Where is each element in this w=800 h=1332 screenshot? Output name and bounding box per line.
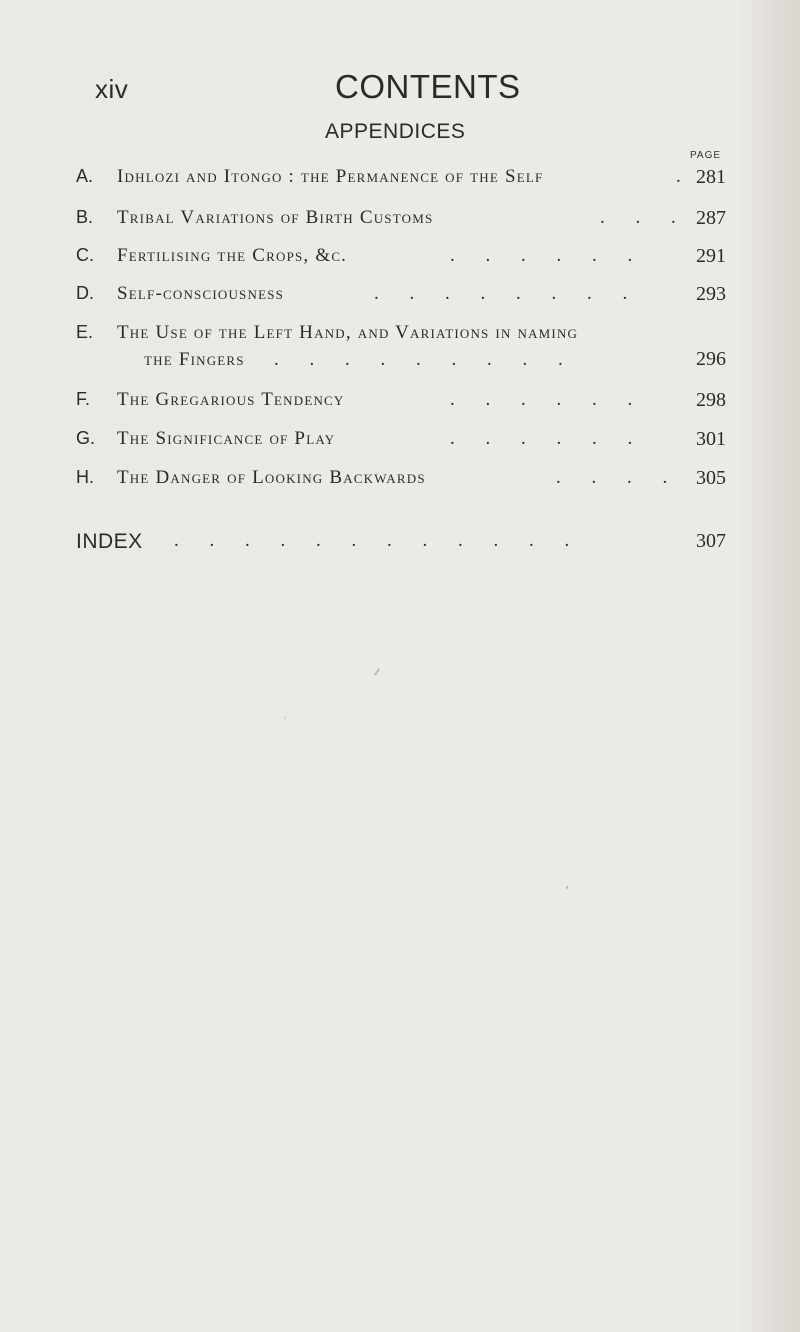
dot-leaders: . . . .: [556, 467, 681, 488]
dot-leaders: . . . . . .: [450, 389, 646, 410]
appendix-entry-d: [0, 283, 800, 313]
running-title: CONTENTS: [335, 68, 521, 105]
index-entry: [0, 530, 800, 560]
appendix-title-continued: the Fingers: [144, 349, 245, 370]
index-page: 307: [696, 530, 726, 552]
appendix-page: 298: [696, 389, 726, 411]
dot-leaders: . . .: [600, 207, 689, 228]
appendix-page: 287: [696, 207, 726, 229]
paper-speck: [566, 886, 568, 889]
appendix-title: Tribal Variations of Birth Customs: [117, 207, 434, 228]
appendix-letter: B.: [76, 207, 94, 227]
appendix-page: 305: [696, 467, 726, 489]
appendix-entry-e: [0, 322, 800, 382]
appendix-title: The Use of the Left Hand, and Variations in naming: [117, 322, 579, 343]
paper-speck: [374, 668, 380, 676]
page-column-label: PAGE: [690, 150, 722, 161]
appendix-title: The Significance of Play: [117, 428, 336, 449]
appendix-letter: F.: [76, 389, 91, 409]
appendix-entry-f: [0, 389, 800, 419]
appendix-title: The Danger of Looking Backwards: [117, 467, 426, 488]
index-label: INDEX: [76, 530, 143, 553]
appendix-letter: E.: [76, 322, 94, 342]
appendix-title: Self-consciousness: [117, 283, 285, 304]
appendix-page: 296: [696, 348, 726, 370]
paper-speck: [284, 716, 286, 719]
appendix-page: 281: [696, 166, 726, 188]
appendix-entry-c: [0, 245, 800, 275]
appendix-title: Fertilising the Crops, &c.: [117, 245, 348, 266]
appendix-entry-g: [0, 428, 800, 458]
dot-leaders: .: [676, 166, 694, 187]
appendix-letter: G.: [76, 428, 96, 448]
appendix-entry-h: [0, 467, 800, 497]
appendix-title: Idhlozi and Itongo : the Permanence of the Self: [117, 166, 544, 187]
dot-leaders: . . . . . .: [450, 245, 646, 266]
appendix-letter: D.: [76, 283, 94, 303]
appendix-letter: A.: [76, 166, 94, 186]
dot-leaders: . . . . . . . . .: [274, 349, 576, 370]
section-title: APPENDICES: [325, 120, 466, 143]
dot-leaders: . . . . . .: [450, 428, 646, 449]
appendix-entry-a: [0, 166, 800, 196]
dot-leaders: . . . . . . . .: [374, 283, 641, 304]
appendix-title: The Gregarious Tendency: [117, 389, 345, 410]
appendix-page: 301: [696, 428, 726, 450]
appendix-page: 291: [696, 245, 726, 267]
page-header: [0, 60, 800, 110]
page-number: xiv: [95, 74, 129, 104]
dot-leaders: . . . . . . . . . . . .: [174, 530, 583, 551]
appendix-letter: C.: [76, 245, 94, 265]
appendix-letter: H.: [76, 467, 94, 487]
appendix-entry-b: [0, 207, 800, 237]
appendix-page: 293: [696, 283, 726, 305]
